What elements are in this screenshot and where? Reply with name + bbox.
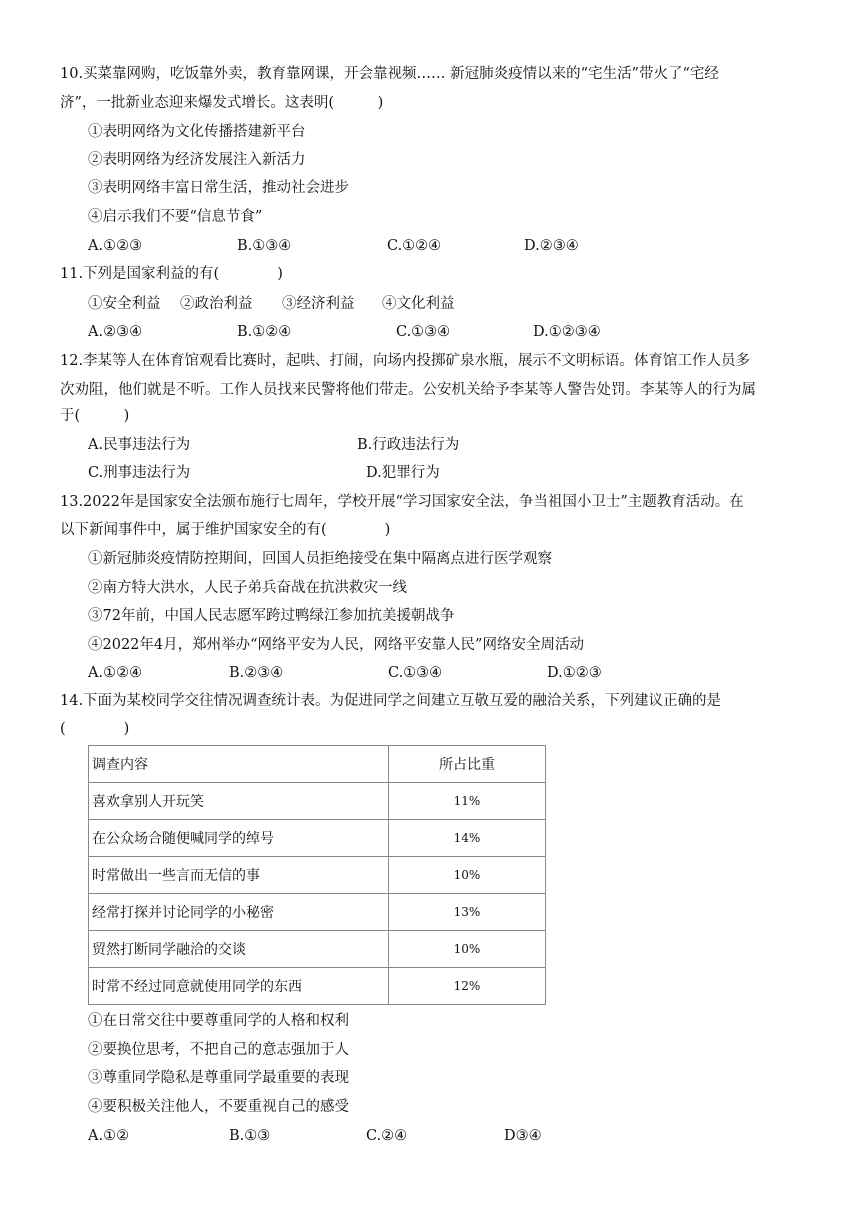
q11-item-3: ③经济利益 bbox=[282, 296, 355, 312]
q13-option-b[interactable]: B.②③④ bbox=[229, 665, 284, 681]
table-row bbox=[89, 968, 546, 1005]
q14-option-b[interactable]: B.①③ bbox=[229, 1128, 271, 1144]
q10-item-3: ③表明网络丰富日常生活，推动社会进步 bbox=[88, 180, 349, 196]
q13-item-4: ④2022年4月，郑州举办“网络平安为人民，网络平安靠人民”网络安全周活动 bbox=[88, 637, 584, 653]
table-row bbox=[89, 857, 546, 894]
q12-stem-line1: 12.李某等人在体育馆观看比赛时，起哄、打闹，向场内投掷矿泉水瓶，展示不文明标语。体育馆工作人员多 bbox=[60, 353, 751, 369]
q10-option-a[interactable]: A.①②③ bbox=[88, 238, 143, 254]
q12-stem-line2: 次劝阻，他们就是不听。工作人员找来民警将他们带走。公安机关给予李某等人警告处罚。李某等人的行为属 bbox=[60, 382, 756, 398]
q10-option-d[interactable]: D.②③④ bbox=[524, 238, 579, 254]
table-row bbox=[89, 820, 546, 857]
q10-option-c[interactable]: C.①②④ bbox=[387, 238, 442, 254]
table-cell-percentage: 14% bbox=[389, 820, 546, 857]
q12-stem-line3: 于( ) bbox=[60, 408, 130, 424]
q11-option-c[interactable]: C.①③④ bbox=[396, 324, 451, 340]
q11-item-4: ④文化利益 bbox=[382, 296, 455, 312]
q13-item-1: ①新冠肺炎疫情防控期间，回国人员拒绝接受在集中隔离点进行医学观察 bbox=[88, 551, 552, 567]
q13-option-d[interactable]: D.①②③ bbox=[547, 665, 602, 681]
q10-item-2: ②表明网络为经济发展注入新活力 bbox=[88, 152, 306, 168]
q13-item-3: ③72年前，中国人民志愿军跨过鸭绿江参加抗美援朝战争 bbox=[88, 608, 455, 624]
q13-item-2: ②南方特大洪水，人民子弟兵奋战在抗洪救灾一线 bbox=[88, 580, 407, 596]
table-cell-percentage: 13% bbox=[389, 894, 546, 931]
q14-item-2: ②要换位思考，不把自己的意志强加于人 bbox=[88, 1042, 349, 1058]
q14-stem-line2: ( ) bbox=[60, 721, 130, 737]
q10-item-4: ④启示我们不要“信息节食” bbox=[88, 209, 263, 225]
table-cell-percentage: 10% bbox=[389, 931, 546, 968]
q14-stem-line1: 14.下面为某校同学交往情况调查统计表。为促进同学之间建立互敬互爱的融洽关系，下列建议正确的是 bbox=[60, 693, 722, 709]
q11-option-d[interactable]: D.①②③④ bbox=[533, 324, 601, 340]
q11-item-2: ②政治利益 bbox=[180, 296, 253, 312]
table-cell-content: 经常打探并讨论同学的小秘密 bbox=[89, 894, 389, 931]
q14-option-a[interactable]: A.①② bbox=[88, 1128, 130, 1144]
table-header-percentage: 所占比重 bbox=[389, 746, 546, 783]
q14-item-3: ③尊重同学隐私是尊重同学最重要的表现 bbox=[88, 1070, 349, 1086]
q14-option-d[interactable]: D③④ bbox=[504, 1128, 542, 1144]
q13-option-c[interactable]: C.①③④ bbox=[388, 665, 443, 681]
q10-item-1: ①表明网络为文化传播搭建新平台 bbox=[88, 124, 306, 140]
q10-option-b[interactable]: B.①③④ bbox=[237, 238, 292, 254]
survey-table bbox=[88, 745, 546, 1005]
table-cell-content: 贸然打断同学融洽的交谈 bbox=[89, 931, 389, 968]
table-cell-content: 在公众场合随便喊同学的绰号 bbox=[89, 820, 389, 857]
q12-option-d[interactable]: D.犯罪行为 bbox=[366, 465, 440, 481]
table-row bbox=[89, 931, 546, 968]
q10-stem-line2: 济”，一批新业态迎来爆发式增长。这表明( ) bbox=[60, 95, 384, 111]
q14-option-c[interactable]: C.②④ bbox=[366, 1128, 408, 1144]
q14-item-1: ①在日常交往中要尊重同学的人格和权利 bbox=[88, 1013, 349, 1029]
table-header-content: 调查内容 bbox=[89, 746, 389, 783]
table-header-row bbox=[89, 746, 546, 783]
table-row bbox=[89, 783, 546, 820]
q10-stem-line1: 10.买菜靠网购，吃饭靠外卖，教育靠网课，开会靠视频…… 新冠肺炎疫情以来的“宅生活”带火了“宅经 bbox=[60, 66, 719, 82]
q11-option-b[interactable]: B.①②④ bbox=[237, 324, 292, 340]
q11-item-1: ①安全利益 bbox=[88, 296, 161, 312]
q13-option-a[interactable]: A.①②④ bbox=[88, 665, 143, 681]
q11-option-a[interactable]: A.②③④ bbox=[88, 324, 143, 340]
table-cell-content: 喜欢拿别人开玩笑 bbox=[89, 783, 389, 820]
table-cell-percentage: 10% bbox=[389, 857, 546, 894]
table-cell-percentage: 11% bbox=[389, 783, 546, 820]
table-cell-content: 时常做出一些言而无信的事 bbox=[89, 857, 389, 894]
q12-option-b[interactable]: B.行政违法行为 bbox=[357, 437, 460, 453]
table-row bbox=[89, 894, 546, 931]
table-cell-content: 时常不经过同意就使用同学的东西 bbox=[89, 968, 389, 1005]
q14-item-4: ④要积极关注他人，不要重视自己的感受 bbox=[88, 1099, 349, 1115]
q13-stem-line2: 以下新闻事件中，属于维护国家安全的有( ) bbox=[60, 522, 391, 538]
q11-stem: 11.下列是国家利益的有( ) bbox=[60, 266, 283, 282]
table-cell-percentage: 12% bbox=[389, 968, 546, 1005]
q13-stem-line1: 13.2022年是国家安全法颁布施行七周年，学校开展“学习国家安全法，争当祖国小卫士”主题教育活动。在 bbox=[60, 494, 744, 510]
q12-option-a[interactable]: A.民事违法行为 bbox=[88, 437, 191, 453]
q12-option-c[interactable]: C.刑事违法行为 bbox=[88, 465, 191, 481]
